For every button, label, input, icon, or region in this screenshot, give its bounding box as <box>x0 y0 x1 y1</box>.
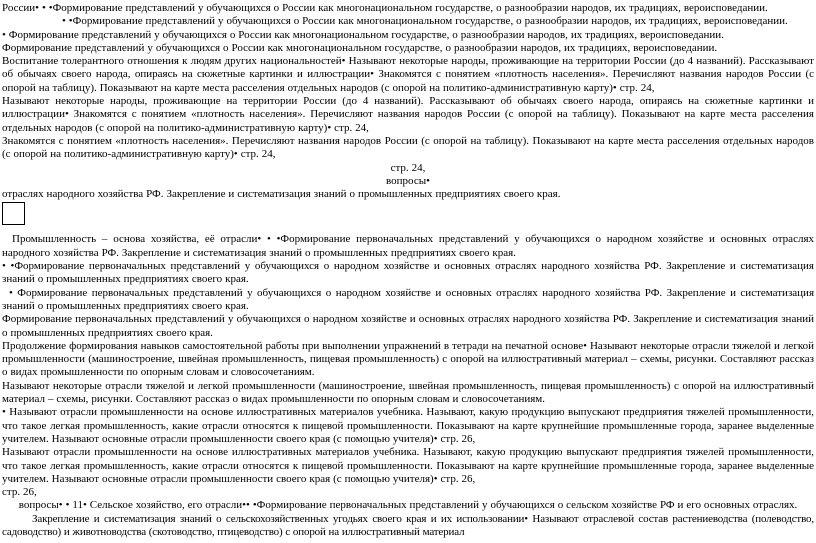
paragraph-lesson-10-industry: Промышленность – основа хозяйства, её отрасли• • •Формирование первоначальных представлений у обучающихся о народном хозяйстве и основных отраслях народного хозяйства РФ. Закрепление и систематизация знаний о промышленных предприятиях своего края. <box>2 233 814 259</box>
paragraph-industry-basis: • •Формирование первоначальных представлений у обучающихся о народном хозяйстве и основных отраслях народного хозяйства РФ. Закрепление и систематизация знаний о промышленных предприятиях своего края. <box>2 260 814 286</box>
paragraph-industry-forming-1: • Формирование первоначальных представлений у обучающихся о народном хозяйстве и основных отраслях народного хозяйства РФ. Закрепление и систематизация знаний о промышленных предприятиях своего края. <box>2 286 814 312</box>
paragraph-industry-forming-3: Продолжение формирования навыков самостоятельной работы при выполнении упражнений в тетради на печатной основе• Называют некоторые отрасли тяжелой и легкой промышленности (машиностроение, швейная промышленность, пищевая промышленность) с опорой на иллюстративный материал – схемы, рисунки. Составляют рассказ о видах промышленности по опорным словам и словосочетаниям. <box>2 339 814 379</box>
paragraph-tolerance-peoples: Воспитание толерантного отношения к людям других национальностей• Называют некоторые народы, проживающие на территории России (до 4 названий). Рассказывают об обычаях своего народа, опираясь на сюжетные картинки и иллюстрации• Знакомятся с понятием «плотность населения». Перечисляют названия народов России (с опорой на таблицу). Показывают на карте места расселения отдельных народов (с опорой на политико-административную карту)• стр. 24, <box>2 55 814 94</box>
paragraph-heavy-light-industry: • Называют отрасли промышленности на основе иллюстративных материалов учебника. Называют, какую продукцию выпускают предприятия тяжелей промышленности, что такое легкая промышленность, какие отрасли относятся к пищевой промышленности. Показывают на карте крупнейшие промышленные города, заранее выделенные учителем. Называют основные отрасли промышленности своего края (с помощью учителя)• стр. 26, <box>2 406 814 445</box>
paragraph-industry-forming-2: Формирование первоначальных представлений у обучающихся о народном хозяйстве и основных отраслях народного хозяйства РФ. Закрепление и систематизация знаний о промышленных предприятиях своего края. <box>2 313 814 339</box>
paragraph-russia-multinational-4: Формирование представлений у обучающихся о России как многонациональном государстве, о разнообразии народов, их традициях, вероисповедании. <box>2 41 718 54</box>
paragraph-russia-multinational-2: • •Формирование представлений у обучающихся о России как многонациональном государстве, о разнообразии народов, их традициях, вероисповедании. <box>62 15 788 28</box>
paragraph-economy-branches-fragment: отраслях народного хозяйства РФ. Закрепление и систематизация знаний о промышленных предприятиях своего края. <box>2 188 561 201</box>
paragraph-industry-branches-1: Называют отрасли промышленности на основе иллюстративных материалов учебника. Называют, какую продукцию выпускают предприятия тяжелей промышленности, что такое легкая промышленность, какие отрасли относятся к пищевой промышленности. Показывают на карте крупнейшие промышленные города, заранее выделенные учителем. Называют основные отрасли промышленности своего края (с помощью учителя)• стр. 26, <box>2 446 814 485</box>
paragraph-independent-work-skills: Называют некоторые отрасли тяжелой и легкой промышленности (машиностроение, швейная промышленность, пищевая промышленность) с опорой на иллюстративный материал – схемы, рисунки. Составляют рассказ о видах промышленности по опорным словам и словосочетаниям. <box>2 379 814 406</box>
paragraph-russia-multinational-1: России• • •Формирование представлений у обучающихся о России как многонациональном государстве, о разнообразии народов, их традициях, вероисповедании. <box>2 2 768 14</box>
questions-line: вопросы• <box>386 174 430 187</box>
paragraph-industry-branches-2: стр. 26, <box>2 486 37 499</box>
empty-table-cell-box <box>2 202 25 225</box>
page-ref-26-line: вопросы• • 11• Сельское хозяйство, его отрасли•• •Формирование первоначальных представлений у обучающихся о сельском хозяйстве РФ и его основных отраслях. <box>18 499 798 512</box>
paragraph-russia-multinational-3: • Формирование представлений у обучающихся о России как многонациональном государстве, о разнообразии народов, их традициях, вероисповедании. <box>2 28 724 41</box>
page-ref-24-line: стр. 24, <box>390 161 426 174</box>
paragraph-peoples-of-russia: Называют некоторые народы, проживающие на территории России (до 4 названий). Рассказывают об обычаях своего народа, опираясь на сюжетные картинки и иллюстрации• Знакомятся с понятием «плотность населения». Перечисляют названия народов России (с опорой на таблицу). Показывают на карте места расселения отдельных народов (с опорой на политико-административную карту)• стр. 24, <box>2 95 814 134</box>
paragraph-population-density: Знакомятся с понятием «плотность населения». Перечисляют названия народов России (с опорой на таблицу). Показывают на карте места расселения отдельных народов (с опорой на политико-административную карту)• стр. 24, <box>2 134 814 161</box>
paragraph-lesson-11-agriculture: Закрепление и систематизация знаний о сельскохозяйственных угодьях своего края и их использовании• Называют отраслевой состав растениеводства (полеводство, садоводство) и животноводства (скотоводство, птицеводство) с опорой на иллюстративный материал <box>2 512 814 538</box>
